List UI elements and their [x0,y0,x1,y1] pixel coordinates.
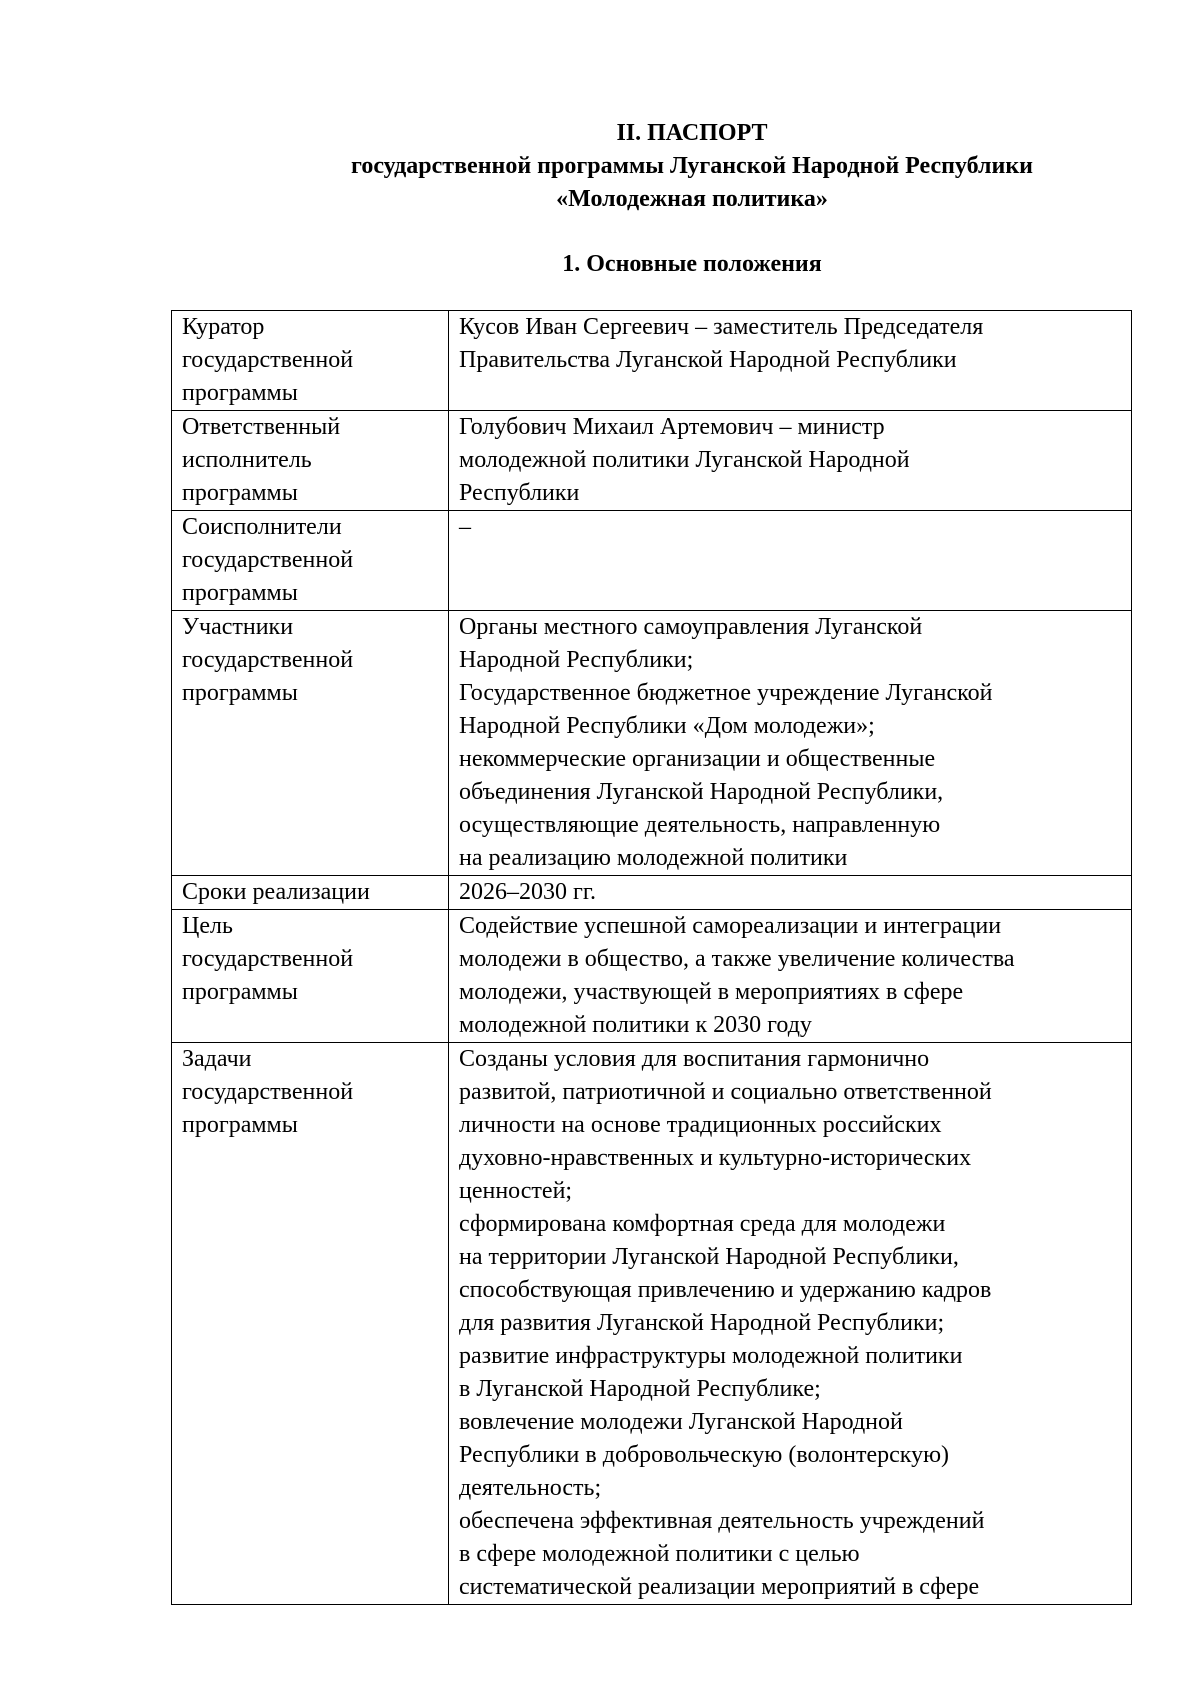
row-value-line: на реализацию молодежной политики [459,845,848,871]
row-label-line: программы [182,979,298,1005]
table-row [172,411,1132,511]
document-heading-program-name: «Молодежная политика» [556,186,828,212]
row-value-line: на территории Луганской Народной Республики, [459,1244,959,1270]
row-value-line: – [459,514,471,540]
document-heading-roman: II. ПАСПОРТ [616,120,768,146]
row-value-line: Республики в добровольческую (волонтерскую) [459,1442,950,1468]
row-value-cell [449,1043,1132,1605]
row-label-line: исполнитель [182,447,312,473]
row-label-line: государственной [182,1079,354,1105]
row-label-line: программы [182,680,298,706]
row-value-line: развитие инфраструктуры молодежной политики [459,1343,963,1369]
row-value-line: некоммерческие организации и общественные [459,746,936,772]
row-value-cell [449,876,1132,910]
row-label-line: Сроки реализации [182,879,370,905]
row-label-cell [172,1043,449,1605]
table-row [172,511,1132,611]
row-value-line: осуществляющие деятельность, направленную [459,812,941,838]
row-value-line: 2026–2030 гг. [459,879,596,905]
row-value-line: Республики [459,480,580,506]
row-value-line: Народной Республики «Дом молодежи»; [459,713,875,739]
row-value-line: Правительства Луганской Народной Республики [459,347,957,373]
row-value-line: деятельность; [459,1475,602,1501]
row-label-line: Участники [182,614,294,640]
row-label-line: Соисполнители [182,514,342,540]
row-label-line: государственной [182,946,354,972]
row-label-line: Цель [182,913,233,939]
row-value-line: ценностей; [459,1178,573,1204]
table-row [172,876,1132,910]
row-label-cell [172,511,449,611]
row-value-line: личности на основе традиционных российских [459,1112,942,1138]
row-value-line: развитой, патриотичной и социально ответственной [459,1079,992,1105]
row-value-line: Кусов Иван Сергеевич – заместитель Председателя [459,314,984,340]
row-value-line: молодежной политики к 2030 году [459,1012,812,1038]
row-value-line: Органы местного самоуправления Луганской [459,614,923,640]
row-label-line: Куратор [182,314,265,340]
row-value-line: молодежной политики Луганской Народной [459,447,910,473]
row-label-line: программы [182,480,298,506]
row-label-line: Ответственный [182,414,341,440]
row-label-line: программы [182,580,298,606]
passport-table-body [172,311,1132,1605]
row-value-line: вовлечение молодежи Луганской Народной [459,1409,903,1435]
row-value-cell [449,311,1132,411]
row-label-line: программы [182,1112,298,1138]
document-heading-program: государственной программы Луганской Народной Республики [351,153,1033,179]
row-value-line: объединения Луганской Народной Республики, [459,779,944,805]
row-value-line: обеспечена эффективная деятельность учреждений [459,1508,985,1534]
table-row [172,611,1132,876]
row-value-line: сформирована комфортная среда для молодежи [459,1211,946,1237]
row-value-cell [449,411,1132,511]
row-label-cell [172,611,449,876]
row-value-line: в сфере молодежной политики с целью [459,1541,860,1567]
row-value-line: молодежи в общество, а также увеличение количества [459,946,1015,972]
row-value-line: Содействие успешной самореализации и интеграции [459,913,1002,939]
row-value-line: Государственное бюджетное учреждение Луганской [459,680,993,706]
row-value-line: способствующая привлечению и удержанию кадров [459,1277,992,1303]
row-value-line: Созданы условия для воспитания гармонично [459,1046,930,1072]
row-label-cell [172,311,449,411]
row-value-line: в Луганской Народной Республике; [459,1376,821,1402]
table-row [172,1043,1132,1605]
row-label-cell [172,910,449,1043]
row-label-line: государственной [182,647,354,673]
passport-table [171,310,1132,1605]
row-label-cell [172,411,449,511]
section-title: 1. Основные положения [562,251,822,277]
table-row [172,311,1132,411]
row-value-line: систематической реализации мероприятий в сфере [459,1574,980,1600]
row-value-line: молодежи, участвующей в мероприятиях в сфере [459,979,964,1005]
row-value-line: для развития Луганской Народной Республики; [459,1310,945,1336]
row-label-line: государственной [182,547,354,573]
table-row [172,910,1132,1043]
row-value-line: духовно-нравственных и культурно-исторических [459,1145,972,1171]
row-label-line: Задачи [182,1046,252,1072]
row-label-cell [172,876,449,910]
row-value-line: Голубович Михаил Артемович – министр [459,414,885,440]
row-label-line: программы [182,380,298,406]
row-value-cell [449,910,1132,1043]
row-value-cell [449,611,1132,876]
row-label-line: государственной [182,347,354,373]
row-value-line: Народной Республики; [459,647,694,673]
row-value-cell [449,511,1132,611]
